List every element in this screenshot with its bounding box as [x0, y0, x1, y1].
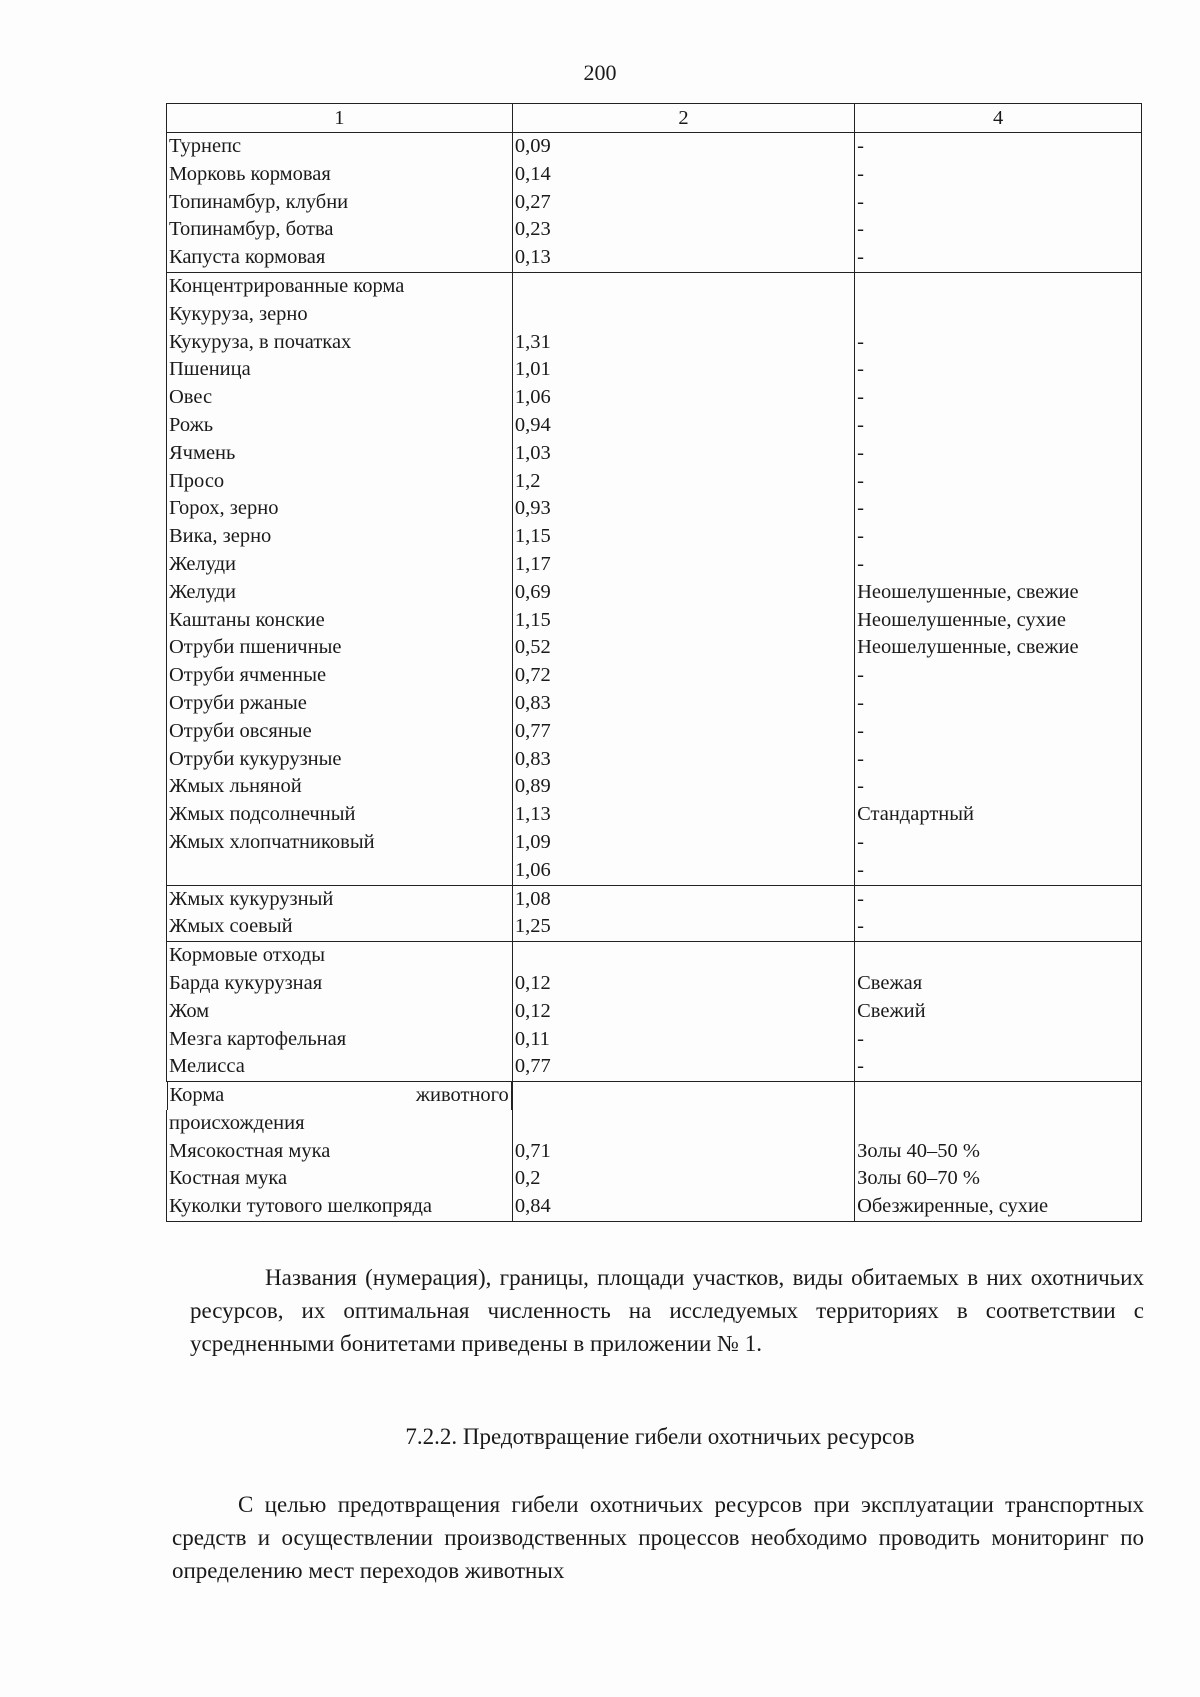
- table-cell: [855, 1082, 1142, 1110]
- table-row: [167, 829, 1142, 857]
- table-row: [167, 1138, 1142, 1166]
- table-row: [167, 495, 1142, 523]
- feed-name: Топинамбур, клубни: [167, 189, 513, 217]
- feed-note: -: [855, 523, 1142, 551]
- feed-note: [855, 301, 1142, 329]
- table-row: [167, 244, 1142, 272]
- feed-name: Морковь кормовая: [167, 161, 513, 189]
- table-row: [167, 356, 1142, 384]
- feed-value: 0,83: [512, 746, 854, 774]
- table-row: [167, 272, 1142, 300]
- feed-note: [855, 942, 1142, 970]
- feed-name: Каштаны конские: [167, 607, 513, 635]
- table-row: [167, 718, 1142, 746]
- feed-value: [512, 301, 854, 329]
- table-row: [167, 523, 1142, 551]
- table-row: [167, 746, 1142, 774]
- feed-name: Отруби ячменные: [167, 662, 513, 690]
- table-row: [167, 1165, 1142, 1193]
- table-cell: [512, 1110, 854, 1138]
- feed-name: Концентрированные корма: [167, 272, 513, 300]
- feed-value: 0,72: [512, 662, 854, 690]
- feed-note: Обезжиренные, сухие: [855, 1193, 1142, 1221]
- feed-name: Отруби ржаные: [167, 690, 513, 718]
- feed-value: 1,09: [512, 829, 854, 857]
- table-row: [167, 1110, 1142, 1138]
- feed-value: 1,2: [512, 468, 854, 496]
- feed-value: 0,2: [512, 1165, 854, 1193]
- feed-name: Мезга картофельная: [167, 1026, 513, 1054]
- feed-name: Костная мука: [167, 1165, 513, 1193]
- feed-value: 0,71: [512, 1138, 854, 1166]
- header-col-2: 2: [512, 104, 854, 133]
- header-col-1: 1: [167, 104, 513, 133]
- feed-note: -: [855, 384, 1142, 412]
- table-row: [167, 773, 1142, 801]
- table-row: [167, 189, 1142, 217]
- feed-value: 0,09: [512, 133, 854, 161]
- section-heading: 7.2.2. Предотвращение гибели охотничьих ресурсов: [405, 1424, 915, 1449]
- feed-value: 1,06: [512, 857, 854, 885]
- feed-name: Жмых соевый: [167, 913, 513, 941]
- feed-name: Вика, зерно: [167, 523, 513, 551]
- feed-name: Топинамбур, ботва: [167, 216, 513, 244]
- feed-value: 1,25: [512, 913, 854, 941]
- feed-note: -: [855, 1026, 1142, 1054]
- feed-note: Неошелушенные, свежие: [855, 579, 1142, 607]
- feed-note: -: [855, 718, 1142, 746]
- feed-note: Золы 60–70 %: [855, 1165, 1142, 1193]
- table-row: [167, 607, 1142, 635]
- table-cell: [512, 1082, 854, 1110]
- feed-note: -: [855, 857, 1142, 885]
- feed-note: Свежая: [855, 970, 1142, 998]
- feed-name: Мясокостная мука: [167, 1138, 513, 1166]
- table-row: [167, 970, 1142, 998]
- feed-note: Свежий: [855, 998, 1142, 1026]
- table-row: [167, 133, 1142, 161]
- table-row: [167, 468, 1142, 496]
- feed-note: -: [855, 133, 1142, 161]
- feed-note: [855, 272, 1142, 300]
- table-row: [167, 579, 1142, 607]
- feed-value: 1,31: [512, 329, 854, 357]
- table-row: [167, 1193, 1142, 1221]
- table-row: [167, 161, 1142, 189]
- feed-name: Жмых подсолнечный: [167, 801, 513, 829]
- feed-note: Неошелушенные, свежие: [855, 634, 1142, 662]
- feed-note: Стандартный: [855, 801, 1142, 829]
- page-number: 200: [583, 60, 617, 85]
- feed-name: Барда кукурузная: [167, 970, 513, 998]
- paragraph-prevention: С целью предотвращения гибели охотничьих ресурсов при эксплуатации транспортных средств и осуществлении производственных процессов необходимо проводить мониторинг по определению мест переходов животных: [172, 1492, 1144, 1583]
- table-row: [167, 412, 1142, 440]
- animal-feed-label-a: Корма: [169, 1084, 225, 1107]
- animal-feed-label-cell: [167, 1082, 512, 1110]
- table-row: [167, 857, 1142, 885]
- feed-value: 1,15: [512, 607, 854, 635]
- table-cell: [855, 1110, 1142, 1138]
- animal-feed-label-c: происхождения: [167, 1110, 513, 1138]
- feed-value: 0,11: [512, 1026, 854, 1054]
- feed-name: Отруби пшеничные: [167, 634, 513, 662]
- feed-value: 1,01: [512, 356, 854, 384]
- feed-name: Капуста кормовая: [167, 244, 513, 272]
- feed-name: Кукуруза, зерно: [167, 301, 513, 329]
- animal-feed-label-b: животного: [415, 1084, 509, 1107]
- animal-feed-group: [167, 1082, 1142, 1222]
- feed-name: Желуди: [167, 551, 513, 579]
- table-group: [167, 272, 1142, 885]
- feed-value: 0,77: [512, 718, 854, 746]
- feed-name: Кормовые отходы: [167, 942, 513, 970]
- feed-value: 0,13: [512, 244, 854, 272]
- feed-name: Кукуруза, в початках: [167, 329, 513, 357]
- feed-value: 0,94: [512, 412, 854, 440]
- table-row: [167, 998, 1142, 1026]
- feed-value: 1,03: [512, 440, 854, 468]
- feed-note: -: [855, 885, 1142, 913]
- table-row: [167, 1053, 1142, 1081]
- feed-note: -: [855, 412, 1142, 440]
- feed-table: [166, 103, 1142, 1222]
- feed-value: 0,27: [512, 189, 854, 217]
- table-group: [167, 885, 1142, 942]
- feed-name: Жом: [167, 998, 513, 1026]
- feed-name: Куколки тутового шелкопряда: [167, 1193, 513, 1221]
- feed-name: Просо: [167, 468, 513, 496]
- feed-note: -: [855, 1053, 1142, 1081]
- feed-note: -: [855, 216, 1142, 244]
- feed-value: [512, 272, 854, 300]
- feed-value: 1,08: [512, 885, 854, 913]
- table-row: [167, 301, 1142, 329]
- feed-note: -: [855, 468, 1142, 496]
- feed-name: Жмых хлопчатниковый: [167, 829, 513, 857]
- feed-value: 0,93: [512, 495, 854, 523]
- table-row: [167, 801, 1142, 829]
- feed-name: Отруби овсяные: [167, 718, 513, 746]
- table-header-row: [167, 104, 1142, 133]
- paragraph-appendix-reference: Названия (нумерация), границы, площади участков, виды обитаемых в них охотничьих ресурсов, их оптимальная численность на исследуемых территориях в соответствии с усредненными бонитетами приведены в приложении № 1.: [190, 1265, 1144, 1356]
- feed-value: [512, 942, 854, 970]
- feed-note: -: [855, 161, 1142, 189]
- feed-value: 0,77: [512, 1053, 854, 1081]
- feed-name: [167, 857, 513, 885]
- table-row: [167, 885, 1142, 913]
- table-row: [167, 662, 1142, 690]
- feed-value: 1,15: [512, 523, 854, 551]
- feed-note: Неошелушенные, сухие: [855, 607, 1142, 635]
- table-row: [167, 384, 1142, 412]
- table-group: [167, 942, 1142, 1082]
- feed-name: Желуди: [167, 579, 513, 607]
- feed-note: -: [855, 356, 1142, 384]
- feed-note: -: [855, 440, 1142, 468]
- feed-note: -: [855, 495, 1142, 523]
- table-row: [167, 942, 1142, 970]
- feed-note: -: [855, 551, 1142, 579]
- feed-value: 0,52: [512, 634, 854, 662]
- feed-value: 0,14: [512, 161, 854, 189]
- feed-name: Жмых льняной: [167, 773, 513, 801]
- table-row: [167, 634, 1142, 662]
- feed-note: -: [855, 329, 1142, 357]
- feed-value: 0,12: [512, 998, 854, 1026]
- table-row: [167, 1082, 1142, 1110]
- feed-name: Овес: [167, 384, 513, 412]
- feed-value: 0,89: [512, 773, 854, 801]
- feed-name: Горох, зерно: [167, 495, 513, 523]
- feed-note: -: [855, 662, 1142, 690]
- feed-note: Золы 40–50 %: [855, 1138, 1142, 1166]
- feed-note: -: [855, 746, 1142, 774]
- feed-note: -: [855, 829, 1142, 857]
- feed-value: 0,83: [512, 690, 854, 718]
- table-row: [167, 913, 1142, 941]
- feed-note: -: [855, 189, 1142, 217]
- feed-value: 0,69: [512, 579, 854, 607]
- table-row: [167, 690, 1142, 718]
- table-row: [167, 440, 1142, 468]
- feed-value: 1,17: [512, 551, 854, 579]
- table-group: [167, 133, 1142, 273]
- header-col-4: 4: [855, 104, 1142, 133]
- feed-value: 0,23: [512, 216, 854, 244]
- feed-name: Мелисса: [167, 1053, 513, 1081]
- feed-value: 0,12: [512, 970, 854, 998]
- table-row: [167, 551, 1142, 579]
- feed-name: Турнепс: [167, 133, 513, 161]
- feed-name: Жмых кукурузный: [167, 885, 513, 913]
- feed-name: Пшеница: [167, 356, 513, 384]
- feed-note: -: [855, 913, 1142, 941]
- feed-name: Ячмень: [167, 440, 513, 468]
- feed-note: -: [855, 244, 1142, 272]
- table-row: [167, 216, 1142, 244]
- feed-note: -: [855, 773, 1142, 801]
- table-row: [167, 1026, 1142, 1054]
- feed-value: 1,06: [512, 384, 854, 412]
- feed-value: 0,84: [512, 1193, 854, 1221]
- feed-name: Отруби кукурузные: [167, 746, 513, 774]
- feed-value: 1,13: [512, 801, 854, 829]
- feed-note: -: [855, 690, 1142, 718]
- feed-name: Рожь: [167, 412, 513, 440]
- table-row: [167, 329, 1142, 357]
